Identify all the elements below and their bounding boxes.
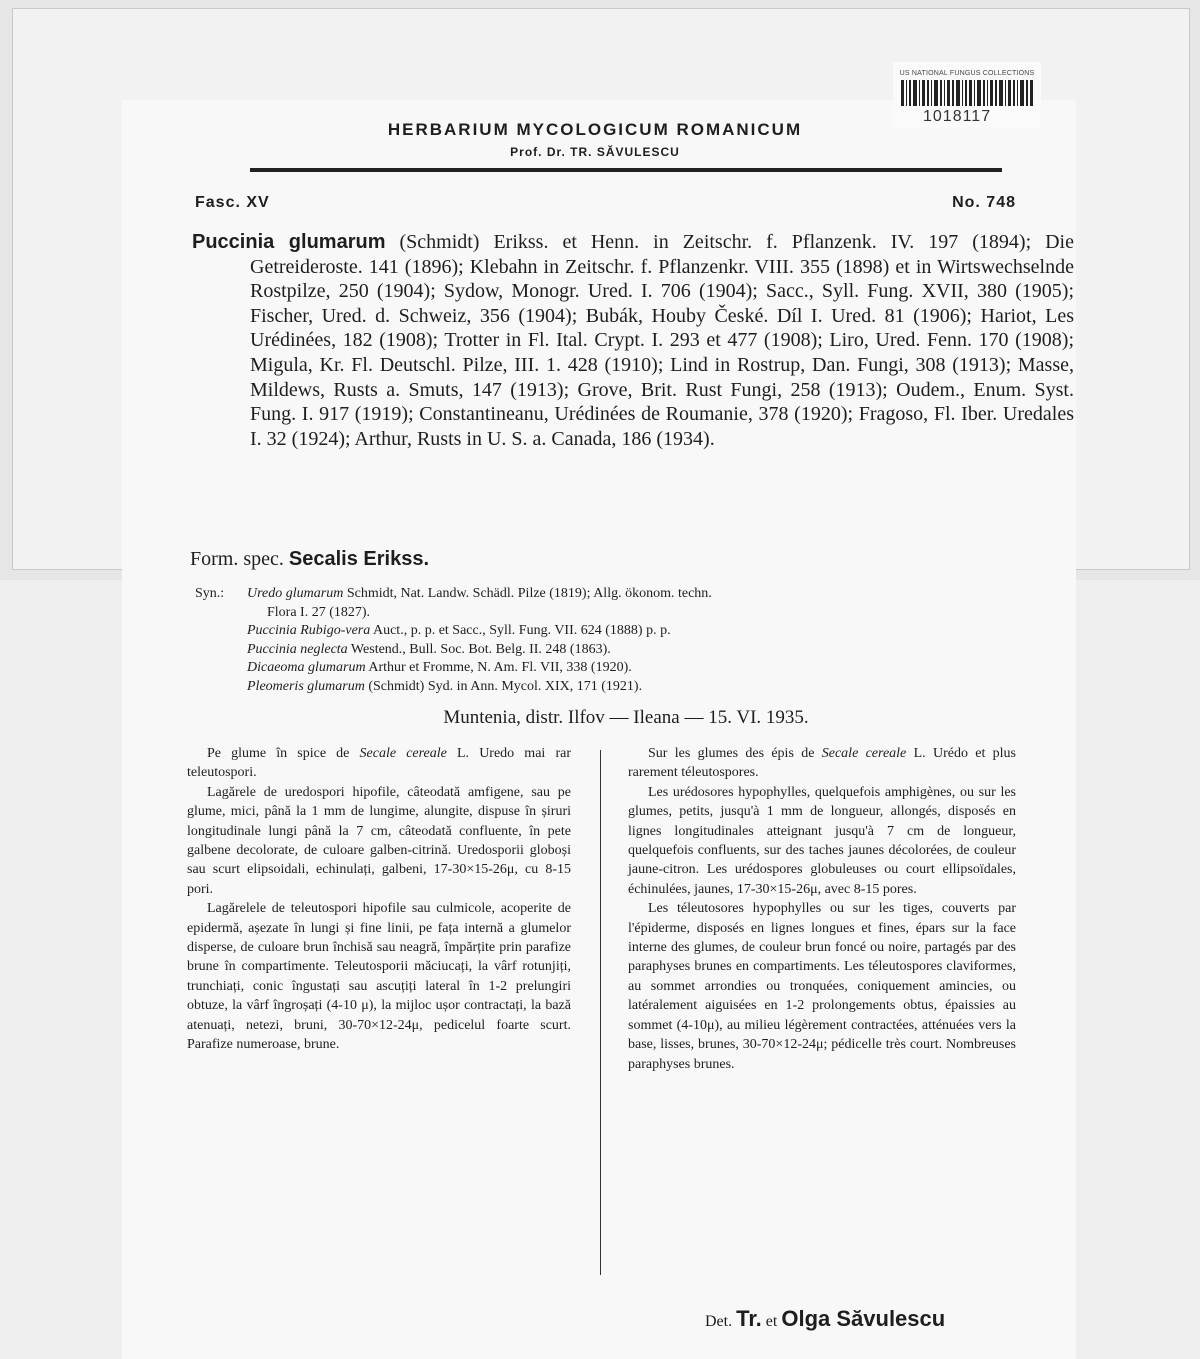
synonyms-label: Syn.:	[195, 586, 225, 601]
species-citation	[192, 230, 1074, 451]
form-spec-name: Secalis Erikss.	[288, 548, 429, 570]
synonym-entry	[195, 622, 1017, 641]
column-divider	[600, 750, 601, 1275]
description-paragraph: Lagărele de uredospori hipofile, câteodată amfigene, sau pe glume, mici, până la 1 mm de lungime, alungite, dispuse în șiruri longitudinale lungi până la 7 cm, câteodată confluente, în pete galbene decolorate, de culoare galben-citrină. Uredosporii globoși sau scurt elipsoidali, echinulați, galbeni, 17-30×15-26μ, cu 8-15 pori.	[187, 784, 571, 897]
determiner-second: Olga Săvulescu	[781, 1306, 946, 1331]
description-text: Sur les glumes des épis de	[648, 746, 822, 761]
synonym-entry	[247, 585, 1017, 604]
collection-locality: Muntenia, distr. Ilfov — Ileana — 15. VI. 1935.	[443, 707, 809, 728]
species-name: Puccinia glumarum	[192, 231, 386, 253]
barcode-header: US NATIONAL FUNGUS COLLECTIONS	[899, 70, 1035, 77]
determiner-line	[705, 1306, 945, 1332]
description-paragraph: Lagărelele de teleutospori hipofile sau culmicole, acoperite de epidermă, așezate în lungi și fine linii, pe fața internă a glumelor disperse, de culoare brun închisă sau neagră, împărțite prin parafize brune în compartimente. Teleutosporii măciucați, la vârf rotunjiți, trunchiați, conic îngustați sau ascuțiți lateral în 1-2 prelungiri obtuze, la vârf îngroșați (4-10 μ), la mijloc ușor contractați, la bază atenuați, netezi, bruni, 30-70×12-24μ, pedicelul foarte scurt. Parafize numeroase, brune.	[187, 901, 571, 1053]
description-text: L. Urédo et plus rarement téleutospores.	[628, 746, 1017, 781]
synonym-reference: Schmidt, Nat. Landw. Schädl. Pilze (1819); Allg. ökonom. techn.	[343, 586, 712, 601]
det-joiner: et	[761, 1313, 782, 1330]
fascicle-number: Fasc. XV	[195, 194, 270, 211]
barcode-icon	[901, 80, 1033, 106]
french-description	[628, 744, 1016, 1074]
synonym-row	[195, 585, 1017, 604]
romanian-description	[187, 744, 571, 1055]
description-paragraph: Les urédosores hypophylles, quelquefois amphigènes, ou sur les glumes, petits, jusqu'à 1 mm de longueur, allongés, disposés en lignes longitudinales atteignant jusqu'à 7 cm de longueur, quelquefois confluents, sur des taches jaunes décolorées, de couleur jaune-citron. Les urédospores globuleuses ou court ellipsoïdales, échinulées, jaunes, 17-30×15-26μ, avec 8-15 pores.	[628, 784, 1016, 897]
form-spec-prefix: Form. spec.	[190, 548, 289, 570]
synonym-continuation: Flora I. 27 (1827).	[267, 604, 371, 620]
description-text: L. Uredo mai rar teleutospori.	[187, 746, 571, 781]
form-specialis	[190, 548, 429, 571]
det-prefix: Det.	[705, 1313, 737, 1330]
species-references: (Schmidt) Erikss. et Henn. in Zeitschr. f. Pflanzenk. IV. 197 (1894); Die Getreideroste. 141 (1896); Klebahn in Zeitschr. f. Pflanzenkr. VIII. 355 (1898) et in Wirtswechselnde Rostpilze, 250 (1904); Sydow, Monogr. Ured. I. 706 (1904); Sacc., Syll. Fung. XVII, 380 (1905); Fischer, Ured. d. Schweiz, 356 (1904); Bubák, Houby České. Díl I. Ured. 81 (1906); Hariot, Les Urédinées, 182 (1908); Trotter in Fl. Ital. Crypt. I. 293 et 477 (1908); Liro, Ured. Fenn. 170 (1908); Migula, Kr. Fl. Deutschl. Pilze, III. 1. 428 (1910); Lind in Rostrup, Dan. Fungi, 308 (1913); Masse, Mildews, Rusts a. Smuts, 147 (1913); Grove, Brit. Rust Fungi, 258 (1913); Oudem., Enum. Syst. Fung. I. 917 (1919); Constantineanu, Urédinées de Roumanie, 378 (1920); Fragoso, Fl. Iber. Uredales I. 32 (1924); Arthur, Rusts in U. S. a. Canada, 186 (1934).	[250, 231, 1074, 450]
synonym-reference: Westend., Bull. Soc. Bot. Belg. II. 248 (1863).	[347, 641, 611, 657]
barcode-number: 1018117	[923, 108, 992, 125]
synonym-name: Pleomeris glumarum	[247, 678, 365, 694]
synonym-reference: Arthur et Fromme, N. Am. Fl. VII, 338 (1920).	[365, 660, 632, 675]
synonym-name: Dicaeoma glumarum	[247, 660, 366, 675]
host-name: Secale cereale	[359, 746, 447, 761]
header-divider	[250, 168, 1002, 172]
herbarium-title: HERBARIUM MYCOLOGICUM ROMANICUM	[387, 120, 803, 139]
synonym-reference: Auct., p. p. et Sacc., Syll. Fung. VII. 624 (1888) p. p.	[370, 623, 671, 638]
synonym-name: Puccinia Rubigo-vera	[247, 623, 371, 638]
specimen-number: No. 748	[952, 194, 1016, 211]
synonym-name: Puccinia neglecta	[247, 641, 348, 657]
barcode-label	[893, 62, 1041, 128]
synonyms-block	[195, 585, 1017, 696]
synonym-entry	[195, 641, 1017, 660]
host-name: Secale cereale	[821, 746, 907, 761]
synonym-entry	[195, 678, 1017, 697]
synonym-entry	[195, 659, 1017, 678]
synonym-reference: (Schmidt) Syd. in Ann. Mycol. XIX, 171 (1921).	[364, 678, 643, 694]
description-text: Pe glume în spice de	[207, 746, 360, 761]
description-paragraph	[628, 744, 1016, 783]
description-paragraph: Les téleutosores hypophylles ou sur les tiges, couverts par l'épiderme, disposés en lignes longues et fines, épars sur la face interne des glumes, de couleur brun foncé ou noire, partagés par des paraphyses brunes en compartiments. Les téleutospores claviformes, au sommet arrondies ou tronquées, coniquement amincies, ou latéralement aiguisées en 1-2 prolongements obtus, épaissies au sommet (4-10μ), au milieu légèrement contractées, atténuées vers la base, lisses, brunes, 30-70×12-24μ; pédicelle très court. Nombreuses paraphyses brunes.	[628, 901, 1016, 1072]
description-paragraph	[187, 744, 571, 783]
determiner-first: Tr.	[736, 1306, 762, 1331]
synonym-name: Uredo glumarum	[247, 586, 344, 601]
herbarium-subtitle: Prof. Dr. TR. SĂVULESCU	[510, 145, 680, 159]
